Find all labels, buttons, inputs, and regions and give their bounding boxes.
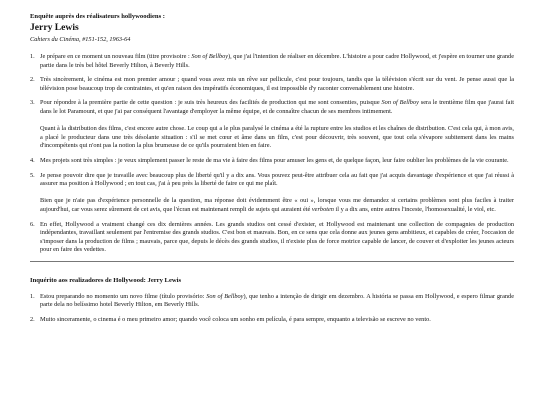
text-run: Estou preparando no momento um novo filme (título provisório: [40, 292, 207, 300]
text-run: Pour répondre à la première partie de cette question : je suis très heureux des facilités de production qui me sont consenties, puisque [40, 99, 382, 107]
answer-item [30, 53, 514, 70]
answer-item [30, 172, 514, 215]
answer-item [30, 99, 514, 151]
director-name: Jerry Lewis [30, 22, 79, 33]
text-run: sera le trentième film que j'aurai fait dans le lot Paramount, et que j'ai par conséquent l'avantage d'employer la même équipe, et de connaître chacun de ses membres intimement. [40, 99, 514, 115]
text-run: ), que j'ai l'intention de réaliser en décembre. L'histoire a pour cadre Hollywood, et j'espère en tourner une grande partie dans le très bel hôtel Beverly Hilton, à Beverly Hills. [40, 53, 514, 69]
answer-paragraph [40, 76, 514, 93]
source-citation: Cahiers du Cinéma, #151-152, 1963-64 [30, 36, 131, 43]
portuguese-heading: Inquérito aos realizadores de Hollywood: Jerry Lewis [30, 276, 182, 284]
text-run: Mes projets sont très simples : je veux simplement passer le reste de ma vie à faire des films pour amuser les gens et, de quelque façon, leur faire oublier les problèmes de la vie courante. [40, 156, 509, 164]
answer-paragraph [40, 172, 514, 189]
answer-number: 2. [30, 76, 35, 84]
text-run: Je pense pouvoir dire que je travaille avec beaucoup plus de liberté qu'il y a dix ans. Vous pouvez peut-être attribuer cela au fait que j'ai acquis davantage d'expérience et que j'ai réussi à assurer ma position à Hollywood ; en tout cas, j'ai à peu près la liberté de faire ce qui me plaît. [40, 171, 514, 188]
answer-item [30, 293, 514, 310]
answer-number: 4. [30, 156, 35, 164]
answer-item [30, 221, 514, 255]
text-run: il y a dix ans, entre autres l'inceste, l'homosexualité, le viol, etc. [333, 205, 496, 213]
answer-number: 1. [30, 292, 35, 300]
text-run: Muito sinceramente, o cinema é o meu primeiro amor; quando você coloca um sonho em película, é para sempre, enquanto a televisão se escreve no vento. [40, 316, 431, 324]
answer-number: 1. [30, 53, 35, 60]
answer-number: 6. [30, 220, 35, 228]
answer-paragraph [40, 316, 514, 325]
text-run: Très sincèrement, le cinéma est mon premier amour ; quand vous avez mis un rêve sur pellicule, c'est pour toujours, tandis que la télévision s'écrit sur du vent. Je pense aussi que la télévision pose beaucoup trop de contraintes, et qu'en raison des impératifs économiques, il est impossible d'y raconter convenablement une histoire. [40, 76, 514, 92]
answer-list-french [30, 53, 514, 255]
text-run: En effet, Hollywood a vraiment changé ces dix dernières années. Les grands studios ont cessé d'exister, et Hollywood est maintenant une collection de compagnies de production indépendantes, travaillant seulement par l'entremise des grands studios. C'est bon et mauvais. Bon, en ce sens que cela donne aux jeunes gens ambitieux, et capables de créer, l'occasion de s'imposer dans la production de films ; mauvais, parce que, depuis le décès des grands studios, il n'existe plus de force motrice capable de lancer, de couver et d'exploiter les jeunes acteurs pour en faire des vedettes. [40, 220, 514, 254]
answer-number: 2. [30, 316, 35, 324]
text-run: Quant à la distribution des films, c'est encore autre chose. Le coup qui a le plus paralysé le cinéma a été la rupture entre les studios et les chaînes de distribution. C'est cela qui, à mon avis, a placé le producteur dans une très désolante situation : s'il se met cœur et âme dans un film, c'est pour découvrir, très souvent, que tout cela s'évapore subitement dans les mains d'incompétents qui n'ont pas la notion la plus brumeuse de ce qu'ils pourraient bien en faire. [40, 125, 514, 150]
answer-paragraph [40, 99, 514, 116]
answer-paragraph [40, 221, 514, 255]
answer-list-portuguese [30, 293, 514, 325]
document-content [30, 12, 514, 331]
text-run: Bien que je n'aie pas d'expérience personnelle de la question, ma réponse doit évidemment être « oui », lorsque vous me demandez si certains problèmes sont plus faciles à traiter aujourd'hui, car vous serez sûrement de cet avis, que l'écran est maintenant rempli de sujets qui auraient été [40, 197, 514, 213]
film-title: Son of Bellboy [381, 99, 419, 107]
answer-paragraph [40, 125, 514, 151]
answer-paragraph [40, 157, 514, 166]
film-title: Son of Bellboy [191, 53, 229, 60]
answer-item [30, 316, 514, 325]
section-divider [30, 261, 514, 262]
text-run: Je prépare en ce moment un nouveau film (titre provisoire : [40, 53, 192, 60]
answer-paragraph [40, 53, 514, 70]
answer-item [30, 76, 514, 93]
film-title: verboten [311, 205, 334, 213]
answer-number: 3. [30, 99, 35, 107]
answer-paragraph [40, 293, 514, 310]
text-run: ), que tenho a intenção de dirigir em dezembro. A história se passa em Hollywood, e espero filmar grande parte dela no belíssimo hotel Beverly Hilton, em Beverly Hills. [40, 292, 515, 309]
survey-heading: Enquête auprès des réalisateurs hollywoodiens : [30, 13, 165, 20]
answer-item [30, 157, 514, 166]
film-title: Son of Bellboy [206, 292, 244, 300]
answer-paragraph [40, 197, 514, 214]
answer-number: 5. [30, 171, 35, 179]
